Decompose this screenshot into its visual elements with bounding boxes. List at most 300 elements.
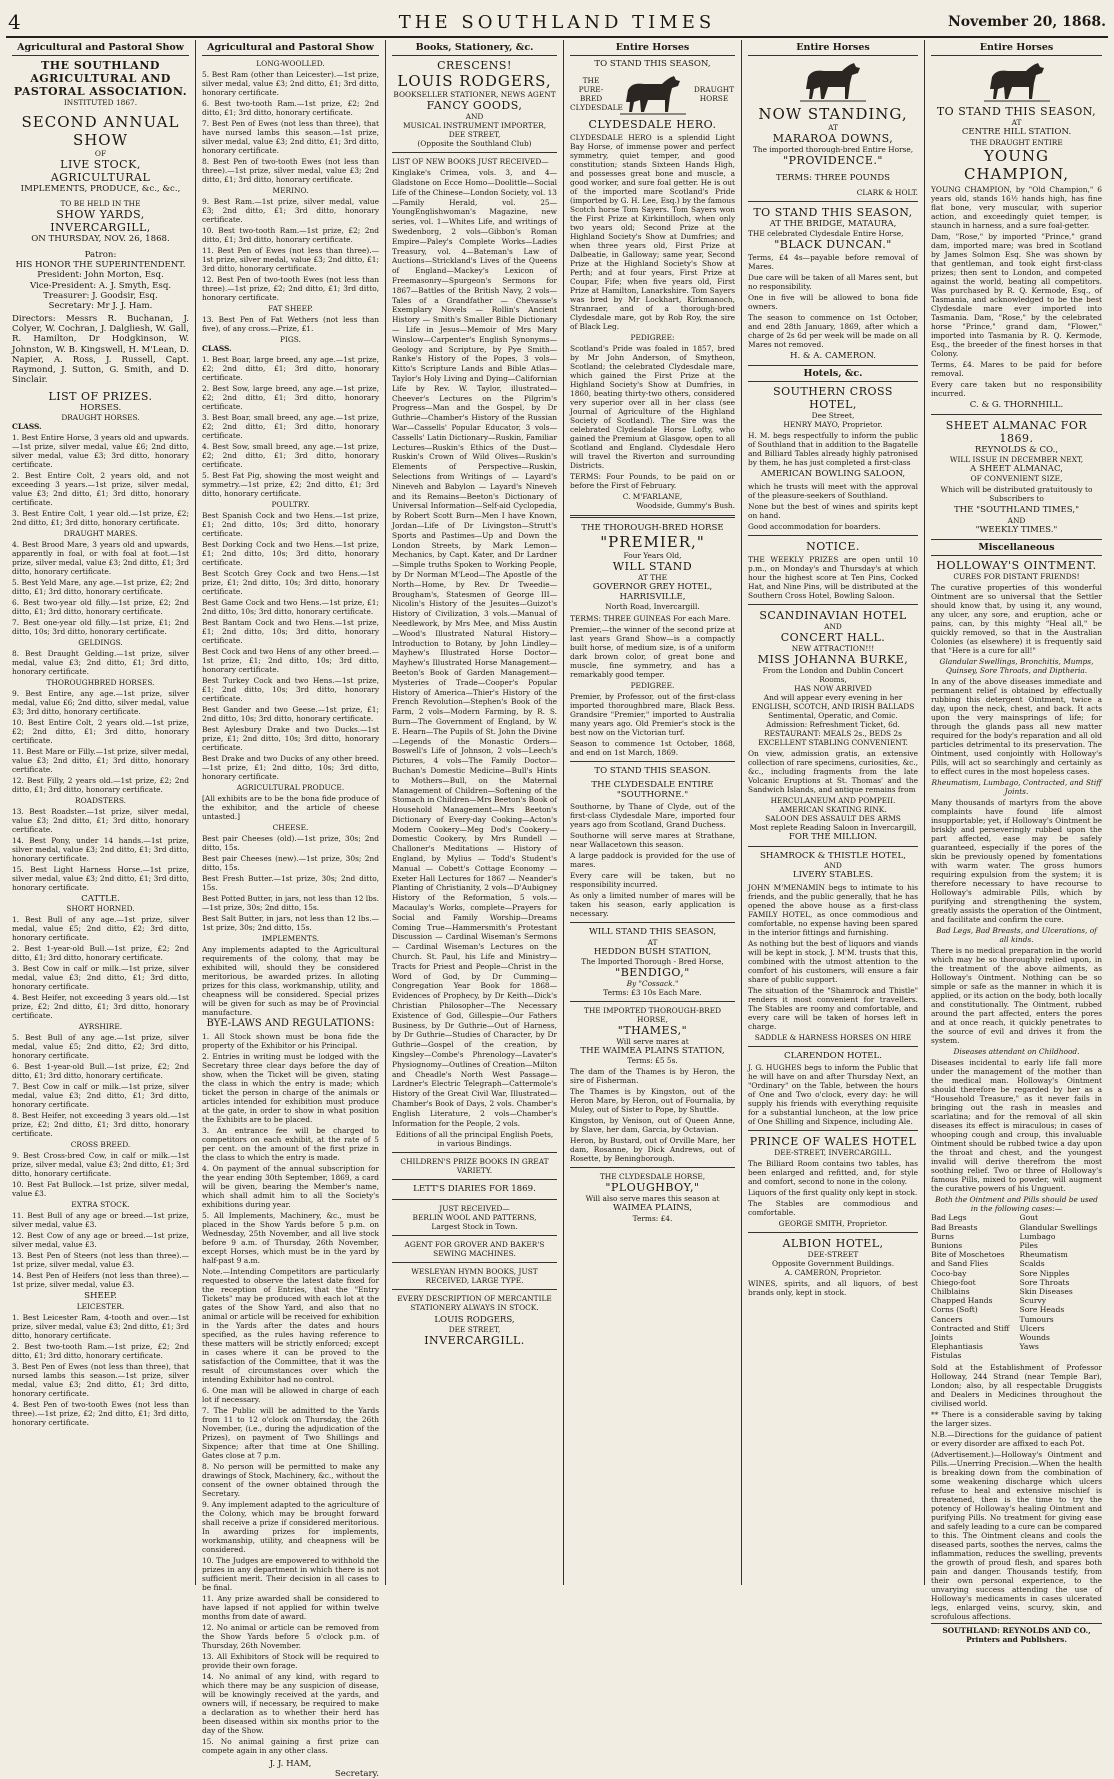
- horse-heading: The imported thorough-bred Entire Horse,: [752, 145, 914, 155]
- prize-item: 13. Best Pen of Steers (not less than three).—1st prize, silver medal, value £3.: [12, 1251, 189, 1270]
- divider: [748, 604, 918, 605]
- horse-heading: THE THOROUGH-BRED HORSE: [581, 522, 724, 533]
- serve-note: Will serve mares at: [616, 1036, 689, 1046]
- stand-heading: TO STAND THIS SEASON,: [936, 105, 1097, 119]
- saving-note: ** There is a considerable saving by taking the larger sizes.: [931, 1409, 1102, 1428]
- list-item: Fistulas: [931, 1351, 962, 1361]
- hotel-text: Good accommodation for boarders.: [748, 521, 881, 531]
- rule-item: Note.—Intending Competitors are particularly requested to observe the latest date fixed for the reception of Entries, that the "Entry Tickets" may be produced with each lot at the gates of the Show Yard, and also that no animal or article will be received for exhibition in the Yards after the dates and hours specified, as the rules having reference to these matters will be strictly enforced; except in cases where it can be proved to the satisfaction of the Committee, that it was the result of circumstances over which the intending Exhibitor had no control.: [202, 1266, 379, 1384]
- association-name: THE SOUTHLAND AGRICULTURAL AND PASTORAL ASSOCIATION.: [13, 59, 188, 99]
- livery-stables: LIVERY STABLES.: [792, 870, 874, 881]
- divider: [931, 414, 1102, 415]
- advertiser-address: Woodside, Gummy's Bush.: [636, 500, 735, 510]
- horse-heading: THE IMPORTED THOROUGH-BRED HORSE,: [583, 1005, 722, 1024]
- holloway-text: There is no medical preparation in the world which may be so thoroughly relied upon, in the treatment of the above ailments, as Holloway's Ointment. Nothing can be so simple or safe as the manner in which it is applied, or its action on the body, both locally and constitutionally. The Ointment, rubbed around the part affected, enters the pores and at once reach, it quickly penetrates to the source of evil and drives it from the system.: [931, 946, 1102, 1046]
- prize-item: 6. Best two-tooth Ram.—1st prize, £2; 2nd ditto, £1; 3rd ditto, honorary certificate.: [202, 99, 379, 118]
- prize-item: 2. Best 1-year-old Bull.—1st prize, £2; 2nd ditto, £1; 3rd ditto, honorary certificate.: [12, 944, 189, 963]
- terms: TERMS: THREE GUINEAS For each Mare.: [570, 614, 731, 624]
- road: North Road, Invercargill.: [605, 602, 700, 612]
- section-sheep: SHEEP.: [84, 1291, 117, 1302]
- prize-item: 3. Best Pen of Ewes (not less than three), that nursed lambs this season.—1st prize, silver medal, value £3; 2nd ditto, £1; 3rd ditto, honorary certificate.: [12, 1361, 189, 1398]
- horse-age: Four Years Old,: [623, 550, 682, 560]
- one-in-five: One in five will be allowed to bona fide owners.: [748, 292, 918, 311]
- new-attraction: NEW ATTRACTION!!!: [791, 643, 875, 653]
- season: Season to commence 1st October, 1868, and end on 1st March, 1869.: [570, 739, 735, 758]
- hotel-text: The Stables are commodious and comfortable.: [748, 1198, 918, 1217]
- horse-description: CLYDESDALE HERO is a splendid Light Bay Horse, of immense power and perfect symmetry, quiet temper, and good constitution; stands Sixteen Hands High, and possesses great bone and muscle, a good worker, and sure foal getter. He is out of the imported mare Scotland's Pride (imported by G. H. Lee, Esq.) by the famous Scotch horse Tom Sayers. Tom Sayers won the First Prize at Kirkintilloch, when only two years old; Second Prize at the Highland Society's Show at Dumfries; and when three years old, First Prize at Dalbeatie, in Galloway; same year, Second Prize at the Highland Society's Show at Perth; and at four years, First Prize at Coupar, Fife; when five years old, First Prize at Hamilton, Lanarkshire. Tom Sayers was bred by Mr Lockhart, Kirkmanoch, Stranraer, and of a thorough-bred Clydesdale mare, got by Rob Roy, the sire of Black Leg.: [570, 132, 735, 331]
- prize-item: Best pair Cheeses (old).—1st prize, 30s; 2nd ditto, 15s.: [202, 834, 379, 853]
- prize-item: 5. Best Fat Pig, showing the most weight and symmetry.—1st prize, £2; 2nd ditto, £1; 3rd ditto, honorary certificate.: [202, 471, 379, 499]
- show-date: ON THURSDAY, NOV. 26, 1868.: [31, 233, 170, 244]
- opposite: Opposite Government Buildings.: [771, 1258, 895, 1268]
- bookseller-name-footer: LOUIS RODGERS,: [434, 1314, 515, 1325]
- horse-sire: By "Cossack.": [626, 978, 679, 988]
- section-extra-stock: EXTRA STOCK.: [71, 1200, 130, 1210]
- section-heading-hotels: Hotels, &c.: [748, 365, 918, 382]
- season: The season to commence on 1st October, and end 28th January, 1869, after which a charge of 2s 6d per week will be made on all Mares not removed.: [748, 312, 918, 349]
- location: AT THE BRIDGE, MATAURA,: [769, 218, 897, 229]
- prize-item: 5. Best Yeld Mare, any age.—1st prize, £2; 2nd ditto, £1; 3rd ditto, honorary certificate.: [12, 578, 189, 597]
- limited-note: As only a limited number of mares will be taken his season, early application is necessary.: [570, 891, 735, 919]
- pedigree-heading: PEDIGREE:: [630, 332, 675, 342]
- divider: [748, 201, 918, 202]
- rule-item: 10. The Judges are empowered to withhold the prizes in any department in which there is not sufficient merit. Their decision in all cases to be final.: [202, 1555, 379, 1592]
- list-item: Elephantiasis: [931, 1342, 983, 1352]
- stabling: EXCELLENT STABLING CONVENIENT.: [758, 737, 908, 747]
- directors: Directors: Messrs R. Buchanan, J. Colyer, W. Cochran, J. Dalgliesh, W. Gall, R. Hamilton, Dr Hodgkinson, W. Johnston, W. B. Kingswell, H. M'Lean, D. Napier, A. Ross, J. Russell, Capt. Raymond, J. Sutton, G. Smith, and D. Sinclair.: [12, 313, 189, 386]
- prize-item: Best Gander and two Geese.—1st prize, £1; 2nd ditto, 10s; 3rd ditto, honorary certificate.: [202, 705, 379, 724]
- section-long-woolled: LONG-WOOLLED.: [256, 59, 325, 69]
- prize-item: 7. Best Cow in calf or milk.—1st prize, silver medal, value £3; 2nd ditto, £1; 3rd ditto, honorary certificate.: [12, 1082, 189, 1110]
- column-books: [386, 40, 564, 1585]
- list-item: Bunions: [931, 1240, 963, 1250]
- list-item: Lumbago: [1019, 1231, 1056, 1241]
- list-item: Glandular Swellings: [1019, 1222, 1098, 1232]
- list-item: Chilblains: [931, 1287, 970, 1296]
- section-heading-misc: Miscellaneous: [931, 539, 1102, 556]
- list-of-prizes: LIST OF PRIZES.: [48, 389, 153, 403]
- holloway-text: Diseases incidental to early life fall more under the management of the mother than the medical man. Holloway's Ointment should therefore be regarded by her as a "Household Treasure," as it never fails in bringing out the rash in measles and scarlatina; and for the removal of all skin diseases its effect is miraculous; in cases of whooping cough and croup, this invaluable Ointment should be rubbed twice a day upon the throat and chest, and the youngest invalid will derive therefrom the most soothing relief. Two or three of Holloway's famous Pills, mixed to powder, will augment the curative powers of his Unguent.: [931, 1058, 1102, 1194]
- list-item: Scalds: [1019, 1259, 1045, 1269]
- street-footer: DEE STREET,: [448, 1324, 501, 1334]
- list-item: Wounds: [1019, 1333, 1050, 1343]
- list-item: Bad Breasts: [931, 1222, 978, 1232]
- pedigree-text: Dam, "Rose," by imported "Prince," grand dam, imported mare; was bred in Scotland by James Solmon Esq. She was shown by that gentleman, and took eight first-class prizes; then sent to London, and competed against the world, beating all competitors. Was purchased by R. Q. Kermode, Esq., of Tasmania, and acknowledged to be the best Clydesdale mare ever imported into Tasmania. Dam, "Rose," by the celebrated horse "Prince," grand dam, "Flower," imported into Tasmania by R. Q. Kermode, Esq., the breeder of the finest horses in that Colony.: [931, 231, 1102, 358]
- section-draught-horses: DRAUGHT HORSES.: [61, 413, 140, 423]
- divider: [570, 761, 735, 762]
- prize-item: 9. Best Cross-bred Cow, in calf or milk.—1st prize, silver medal, value £3; 2nd ditto, £1; 3rd ditto, honorary certificate.: [12, 1151, 189, 1179]
- largest-stock: Largest Stock in Town.: [431, 1221, 518, 1231]
- distribution-note: Which will be distributed gratuitously to Subscribers to: [940, 485, 1093, 504]
- prize-item: 12. Best Filly, 2 years old.—1st prize, £2; 2nd ditto, £1; 3rd ditto, honorary certificate.: [12, 776, 189, 795]
- list-item: Sore Nipples: [1019, 1268, 1070, 1278]
- column-heading: Books, Stationery, &c.: [392, 40, 557, 56]
- list-item: Piles: [1019, 1240, 1038, 1250]
- prize-item: 7. Best Pen of Ewes (not less than three), that have nursed lambs this season.—1st prize, silver medal, value £3; 2nd ditto, £1; 3rd ditto, honorary certificate.: [202, 119, 379, 156]
- masthead: [0, 0, 1114, 40]
- rule-item: 14. No animal of any kind, with regard to which there may be any suspicion of disease, will be knowingly received at the yards, and owners will, if necessary, be required to make a declaration as to whether their herd has been diseased within six months prior to the day of the Show.: [202, 1671, 379, 1735]
- directions-note: N.B.—Directions for the guidance of patient or every disorder are affixed to each Pot.: [931, 1429, 1102, 1448]
- horse-illustration: [798, 59, 868, 103]
- care-note: Due care will be taken of all Mares sent, but no responsibility.: [748, 272, 918, 291]
- column-agricultural-show-1: [6, 40, 196, 1585]
- list-item: Contracted and Stiff Joints: [931, 1323, 1010, 1343]
- hotel-text: Liquors of the first quality only kept in stock.: [748, 1187, 918, 1197]
- vice-president: Vice-President: A. J. Smyth, Esq.: [29, 280, 172, 291]
- rule-item: 11. Any prize awarded shall be considered to have lapsed if not applied for within twelve months from date of award.: [202, 1593, 379, 1621]
- hotel-name: SOUTHERN CROSS HOTEL,: [773, 385, 893, 412]
- divider: [392, 152, 557, 153]
- holloway-subhead: Diseases attendant on Childhood.: [953, 1047, 1080, 1057]
- prize-item: 10. Best Entire Colt, 2 years old.—1st prize, £2; 2nd ditto, £1; 3rd ditto, honorary certificate.: [12, 718, 189, 746]
- section-pigs: PIGS.: [280, 335, 301, 345]
- sheet-almanac: A SHEET ALMANAC,: [970, 464, 1063, 475]
- admission: Admission: Refreshment Ticket, 6d.: [766, 719, 900, 729]
- hotel-text: JOHN M'MENAMIN begs to intimate to his friends, and the public generally, that he has opened the above house as a first-class FAMILY HOTEL, as once commodious and comfortable, no expense having been spared in the interior fittings and furnishing.: [748, 882, 918, 937]
- column-heading: Agricultural and Pastoral Show: [12, 40, 189, 56]
- at-word: AT: [1011, 118, 1022, 128]
- publisher: REYNOLDS & CO.,: [974, 444, 1059, 455]
- divider: [748, 846, 918, 847]
- holloway-text: In any of the above diseases immediate and permanent relief is obtained by effectually rubbing this detergent Ointment, twice a day, upon the neck, chest, and back. It acts upon the very mainsprings of life; for through the glands pass all new matter required for the body's reparation and all old particles detrimental to its preservation. The Ointment, used conjointly with Holloway's Pills, will act so searchingly and certainly as to effect cures in the most hopeless cases.: [931, 677, 1102, 777]
- treasurer: Treasurer: J. Goodsir, Esq.: [43, 291, 158, 302]
- notice-text: THE WEEKLY PRIZES are open until 10 p.m., on Monday's and Thursday's at which hour the highest score at Ten Pins, Cocked Hat, and Nine Pins, will be distributed at the Southern Cross Hotel, Bowling Saloon.: [748, 554, 918, 600]
- column-entire-horses-1: [564, 40, 742, 1585]
- station-name: HEDDON BUSH STATION,: [593, 946, 712, 957]
- patron: HIS HONOR THE SUPERINTENDENT.: [15, 260, 186, 271]
- horse-heading: THE CLYDESDALE HORSE,: [599, 1172, 706, 1182]
- and-word: AND: [824, 861, 842, 871]
- letts-diaries: LETT'S DIARIES FOR 1869.: [413, 1184, 536, 1195]
- masthead-rule: [6, 36, 1108, 38]
- secretary: Secretary: Mr J. J. Ham.: [48, 301, 153, 312]
- books-list: Kinglake's Crimea, vols. 3, and 4—Gladstone on Ecce Homo—Doolittle—Social Life of the Chinese—London Society, vol. 13—Family Herald, vol. 25—YoungEnglishwoman's Magazine, new series, vol. 1—Whites Life, and writings of Swedenborg, 2 vols—Gibbon's Roman Empire—Paley's Complete Works—Ladies Treasury, vol. 4—Bateman's Law of Auctions—Strickland's Lives of the Queens of England—Mackey's Lexicon of Freemasonry—Spurgeon's Sermons for 1867—Battles of the British Navy, 2 vols—Tales of a Grandfather — Chevasse's Exemplary Novels — Rollin's Ancient History — Smith's Smaller Bible Dictionary — Life in Jesus—Memoir of Mrs Mary Winslow—Carpenter's English Synonyms—Geology and Scripture, by Pye Smith—Ranke's History of the Popes, 3 vols—Kitto's Scripture Lands and Bible Atlas—Taylor's Holy Living and Dying—Californian Life by Rev. W. Taylor, illustrated—Cheever's Lectures on the Pilgrim's Progress—Man and the Gospel, by Dr Guthrie—Chamber's History of the Russian War—Cassells' Popular Educator, 3 vols—Cassells' Latin Dictionary—Ruskin, Familiar Lectures—Ruskin's Ethics of the Dust—Ruskin's Crown of Wild Olives—Ruskin's Elements of Perspective—Ruskin, Selections from Writings of — Layard's Nineveh and Babylon — Layard's Nineveh and its Remains—Beeton's Dictionary of Universal Information—Self-aid Cyclopedia, by Robert Scott Burn—Men I have Known, Jordan—Life of Dr Livingston—Strutt's Sports and Pastimes—Up and Down the London Streets, by Mark Lemon—Mechanics, by Capt. Kater, and Dr Lardner—Simple truths Spoken to Working People, by Dr Norman M'Leod—The Apostle of the North—Home, by Rev. Dr Tweedie—Brougham's, Statesmen of George III—Nicolin's History of the Jesuites—Guizot's History of Civilization, 3 vols.—Manual of Needlework, by Mrs Mee, and Miss Austin—Wood's Illustrated Natural History—Introduction to Botany, by John Lindley—Mayhew's Illustrated Horse Doctor—Mayhew's Illustrated Horse Management—Beeton's Book of Garden Management—Mysteries of Trade—Cooper's Popular History of America—Thier's History of the French Revolution—Stephen's Book of the Farm, 2 vols—Modern Farming, by R. S. Burn—The Government of England, by W. E. Hearn—The Pupils of St. John the Divine—Legends of the Monastic Orders—Boswell's Life of Johnson, 2 vols—Leech's Pictures, 4 vols—The Family Doctor—Buchan's Domestic Medicine—Bull's Hints to Mothers—Bull, on the Maternal Management of Children—Softening of the Stomach in Children—Mrs Beeton's Book of Household Management—Mrs Beeton's Dictionary of Every-day Cooking—Acton's Modern Cookery—Meg Dod's Cookery—Domestic Cookery, by Mrs Rundell — Challoner's Meditations — History of England, by Mylius — Todd's Student's Manual — Cobett's Cottage Economy — Exeter Hall Lectures for 1867 — Neander's Planting of Christianity, 2 vols—D'Aubigney History of the Reformation, 5 vols.—Macaulay's Works, complete—Prayers for Social and Family Worship—Dreams Coming True—Hammersmith's Protestant Discussion — Cardinal Wiseman's Sermons — Cardinal Wiseman's Lectures on the Church. St. Paul, his Life and Ministry—Tracts for Priest and People—Christ in the Word of God, by Dr Cumming—Congregation Year Book for 1868—Evidences of Prophecy, by Dr Keith—Dick's Christian Philosopher—The Necessary Existence of God, Gillespie—Our Fathers Business, by Dr Guthrie—Out of Harness, by Dr Guthrie—Studies of Character, by Dr Guthrie—Gospel of the creation, by Kingsley—Combe's Phrenology—Lavater's Physiognomy—Outlines of Creation—Milton and Cheadle's North West Passage—Lardner's Electric Telegraph—Cattermole's History of the Great Civil War, Illustrated—Chamber's Book of Days, 2 vols. Chamber's English Literature, 2 vols—Chamber's Information for the People, 2 vols.: [392, 168, 557, 1128]
- prize-item: 8. Best Heifer, not exceeding 3 years old.—1st prize, £2; 2nd ditto, £1; 3rd ditto, honorary certificate.: [12, 1111, 189, 1139]
- horse-name: "PREMIER,": [600, 532, 705, 551]
- prize-item: 3. Best Boar, small breed, any age.—1st prize, £2; 2nd ditto, £1; 3rd ditto, honorary certificate.: [202, 413, 379, 441]
- prize-item: 9. Best Ram.—1st prize, silver medal, value £3; 2nd ditto, £1; 3rd ditto, honorary certificate.: [202, 197, 379, 225]
- divider: [570, 515, 735, 518]
- at-word: AT: [828, 123, 838, 133]
- section-fat-sheep: FAT SHEEP.: [268, 304, 313, 314]
- columns: [6, 40, 1108, 1779]
- list-item: Chiego-foot: [931, 1277, 976, 1287]
- list-item: Scurvy: [1019, 1296, 1047, 1306]
- prize-item: Best Spanish Cock and two Hens.—1st prize, £1; 2nd ditto, 10s; 3rd ditto, honorary certificate.: [202, 511, 379, 539]
- station-name: MARAROA DOWNS,: [772, 132, 894, 146]
- hotel-name: CLARENDON HOTEL.: [784, 1050, 882, 1061]
- prize-item: 4. Best Brood Mare, 3 years old and upwards, apparently in foal, or with foal at foot.—1st prize, silver medal, value £3; 2nd ditto, £1; 3rd ditto, honorary certificate.: [12, 540, 189, 577]
- prize-item: 4. Best Pen of two-tooth Ewes (not less than three).—1st prize, £2; 2nd ditto, £1; 3rd ditto, honorary certificate.: [12, 1399, 189, 1427]
- column-entire-horses-3: [925, 40, 1108, 1644]
- horse-name: "THAMES,": [617, 1023, 688, 1037]
- now-standing: NOW STANDING,: [758, 105, 908, 124]
- horse-name: CLYDESDALE HERO.: [588, 117, 717, 131]
- page-number: 4: [8, 10, 21, 34]
- column-heading: Entire Horses: [931, 40, 1102, 56]
- size-note: OF CONVENIENT SIZE,: [970, 474, 1063, 484]
- section-agricultural-produce: AGRICULTURAL PRODUCE.: [236, 783, 345, 793]
- prize-item: Best Potted Butter, in jars, not less than 12 lbs.—1st prize, 30s; 2nd ditto, 15s.: [202, 894, 379, 913]
- imprint: SOUTHLAND: REYNOLDS AND CO., Printers and Publishers.: [931, 1623, 1102, 1644]
- bylaws-heading: BYE-LAWS AND REGULATIONS:: [206, 1018, 375, 1030]
- of-word: OF: [94, 149, 107, 159]
- hymn-books: WESLEYAN HYMN BOOKS, JUST RECEIVED, LARGE TYPE.: [411, 1266, 538, 1285]
- signature: J. J. HAM,: [269, 1758, 312, 1769]
- hotel-text: The situation of the "Shamrock and Thistle" renders it most convenient for travellers. The Stables are roomy and comfortable, and every care will be taken of horses left in charge.: [748, 985, 918, 1031]
- holloway-subhead: Bad Legs, Bad Breasts, and Ulcerations, of all kinds.: [936, 926, 1097, 945]
- prize-item: 13. Best Pen of Fat Wethers (not less than five), of any cross.—Prize, £1.: [202, 315, 379, 334]
- prize-item: 14. Best Pen of Heifers (not less than three).—1st prize, silver medal, value £3.: [12, 1271, 189, 1290]
- section-geldings: GELDINGS.: [78, 638, 123, 648]
- prize-item: 5. Best Ram (other than Leicester).—1st prize, silver medal, value £3; 2nd ditto, £1; 3rd ditto, honorary certificate.: [202, 70, 379, 98]
- weekly-times: "WEEKLY TIMES.": [975, 524, 1058, 535]
- advertiser: C. & G. THORNHILL.: [969, 399, 1064, 410]
- prize-item: 3. Best Entire Colt, 1 year old.—1st prize, £2; 2nd ditto, £1; 3rd ditto, honorary certificate.: [12, 509, 189, 528]
- care-note: Every care taken but no responsibility incurred.: [931, 379, 1102, 398]
- prize-item: 2. Best Sow, large breed, any age.—1st prize, £2; 2nd ditto, £1; 3rd ditto, honorary certificate.: [202, 384, 379, 412]
- prize-item: Best Bantam Cock and two Hens.—1st prize, £1; 2nd ditto, 10s; 3rd ditto, honorary certificate.: [202, 618, 379, 646]
- rule-item: 6. One man will be allowed in charge of each lot if necessary.: [202, 1385, 379, 1404]
- holloway-subhead: Both the Ointment and Pills should be used in the following cases:—: [935, 1195, 1098, 1214]
- divider: [748, 1046, 918, 1047]
- divider: [748, 1130, 918, 1131]
- holloway-subhead: Glandular Swellings, Bronchitis, Mumps, Quinsey, Sore Throats, and Diptheria.: [939, 657, 1094, 676]
- horse-name: "SOUTHORNE.": [616, 790, 689, 801]
- list-item: Ulcers: [1019, 1323, 1045, 1333]
- divider: [392, 1262, 557, 1263]
- exhibition-text: On view, admission gratis, an extensive collection of rare specimens, curiosities, &c., &c., including fragments from the late Volcanic Eruptions at St. Thomas' and the Sandwich Islands, and antique remains from: [748, 748, 918, 794]
- prize-item: 15. Best Light Harness Horse.—1st prize, silver medal, value £3; 2nd ditto, £1; 3rd ditto, honorary certificate.: [12, 865, 189, 893]
- and-word: AND: [465, 112, 484, 122]
- terms: TERMS: THREE POUNDS: [775, 173, 891, 184]
- hotel-text: J. G. HUGHES begs to inform the Public that he will have on and after Thursday Next, an "Ordinary" on the Table, between the hours of One and Two o'clock, every day: he will supply his friends with everything requisite for a substantial luncheon, at the low price of One Shilling and Sixpence, including Ale.: [748, 1062, 918, 1126]
- section-draught-mares: DRAUGHT MARES.: [63, 529, 138, 539]
- reading-saloon: Most replete Reading Saloon in Invercargill,: [749, 822, 917, 832]
- ballad-types: Sentimental, Operatic, and Comic.: [768, 710, 898, 720]
- section-ayrshire: AYRSHIRE.: [78, 1022, 123, 1032]
- prize-item: 14. Best Pony, under 14 hands.—1st prize, silver medal, value £3; 2nd ditto, £1; 3rd ditto, honorary certificate.: [12, 836, 189, 864]
- prize-item: Best Drake and two Ducks of any other breed.—1st prize, £1; 2nd ditto, 10s; 3rd ditto, honorary certificate.: [202, 754, 379, 782]
- section-merino: MERINO.: [272, 186, 309, 196]
- list-item: Skin Diseases: [1019, 1287, 1073, 1296]
- divider: [570, 1001, 735, 1002]
- held-line: TO BE HELD IN THE: [60, 198, 141, 208]
- list-item: Sore Heads: [1019, 1305, 1065, 1315]
- hotel-text: None but the best of wines and spirits kept on hand.: [748, 501, 918, 520]
- serve-note: Will also serve mares this season at: [585, 1194, 720, 1204]
- list-item: Cancers: [931, 1314, 963, 1324]
- horse-name: YOUNG CHAMPION,: [964, 146, 1069, 183]
- prize-item: 1. Best Boar, large breed, any age.—1st prize, £2; 2nd ditto, £1; 3rd ditto, honorary certificate.: [202, 355, 379, 383]
- horse-name: "PLOUGHBOY,": [605, 1181, 700, 1195]
- restaurant: RESTAURANT: MEALS 2s., BEDS 2s: [764, 728, 902, 738]
- advertiser: H. & A. CAMERON.: [789, 350, 877, 361]
- hotel-name: GOVERNOR GREY HOTEL,: [592, 581, 713, 592]
- town-name: HARRISVILLE,: [619, 592, 686, 603]
- president: President: John Morton, Esq.: [37, 270, 164, 281]
- list-item: Corns (Soft): [931, 1305, 978, 1315]
- advertiser: C. M'FARLANE,: [622, 491, 683, 501]
- prize-item: 6. Best 1-year-old Bull.—1st prize, £2; 2nd ditto, £1; 3rd ditto, honorary certificate.: [12, 1062, 189, 1081]
- prize-item: 11. Best Bull of any age or breed.—1st prize, silver medal, value £3.: [12, 1211, 189, 1230]
- street: DEE-STREET, INVERCARGILL.: [774, 1147, 892, 1157]
- berlin-wool: BERLIN WOOL AND PATTERNS,: [412, 1212, 537, 1222]
- and-word: AND: [824, 621, 842, 631]
- fancy-goods: FANCY GOODS,: [426, 99, 523, 113]
- terms: Terms: £4.: [632, 1213, 673, 1223]
- crescens: CRESCENS!: [437, 59, 512, 73]
- holloway-text: Many thousands of martyrs from the above complaints have found life almost insupportable; yet, if Holloway's Ointment be briskly and perseveringly rubbed upon the part affected, ease may be safely guaranteed, especially if the pores of the skin be previously opened by fomentations with warm water. The gross humors requiring expulsion from the system; it is therefore necessary to have recourse to Holloway's admirable Pills, which by purifying and strengthening the system, greatly assists the operation of the Ointment, and facilitate and confirm the cure.: [931, 798, 1102, 925]
- rule-item: 3. An entrance fee will be charged to competitors on each exhibit, at the rate of 5 per cent. on the amount of the first prize in the class to which the entry is made.: [202, 1125, 379, 1162]
- terms: Terms, £4 4s—payable before removal of Mares.: [748, 252, 918, 271]
- prize-item: Best Dorking Cock and two Hens.—1st prize, £1; 2nd ditto, 10s; 3rd ditto, honorary certificate.: [202, 540, 379, 568]
- section-horses: HORSES.: [79, 402, 122, 413]
- list-item: Coco-bay: [931, 1268, 967, 1278]
- divider: [570, 1167, 735, 1168]
- at-the: AT THE: [638, 572, 667, 582]
- annual-show-title: SECOND ANNUAL SHOW: [21, 113, 180, 150]
- prize-item: 2. Best Entire Colt, 2 years old, and not exceeding 3 years.—1st prize, silver medal, value £3; 2nd ditto, £1; 3rd ditto, honorary certificate.: [12, 471, 189, 508]
- performer-from: From the London and Dublin Concert Rooms,: [762, 665, 904, 684]
- hotel-text: The Billiard Room contains two tables, has been enlarged and refitted, and, for style and comfort, second to none in the colony.: [748, 1158, 918, 1186]
- horse-heading: THE DRAUGHT ENTIRE: [970, 137, 1063, 147]
- list-item: Rheumatism: [1019, 1250, 1068, 1260]
- list-item: Tumours: [1019, 1314, 1054, 1324]
- section-short-horned: SHORT HORNED.: [66, 904, 135, 914]
- opposite: (Opposite the Southland Club): [417, 139, 532, 149]
- horse-illustration: [982, 59, 1052, 103]
- rule-item: 5. All Implements, Machinery, &c., must be placed in the Show Yards before 5 p.m. on Wednesday, 25th November, and all live stock before 9 a.m. of Thursday, 26th November, except Horses, which must be in the yard by half-past 9 a.m.: [202, 1210, 379, 1265]
- editions: Editions of all the principal English Poets, in various Bindings.: [395, 1130, 554, 1149]
- holloway-heading: HOLLOWAY'S OINTMENT.: [936, 559, 1097, 573]
- bowling-saloon: AMERICAN BOWLING SALOON,: [760, 469, 906, 480]
- and-word: AND: [1007, 515, 1026, 525]
- prize-item: Best Cock and two Hens of any other breed.—1st prize, £1; 2nd ditto, 10s; 3rd ditto, honorary certificate.: [202, 647, 379, 675]
- pedigree-text: Premier, by Professor, out of the first-class imported thoroughbred mare, Black Bess. Grandsire "Premier," imported to Australia many years ago. Old Premier's stock is the best now on the Victorian turf.: [570, 692, 735, 738]
- pedigree-text: The Thames is by Kingston, out of the Heron Mare, by Heron, out of Fournalia, by Muley, out of Sister to Pope, by Shuttle.: [570, 1087, 735, 1115]
- stand-heading: TO STAND THIS SEASON,: [594, 59, 711, 70]
- divider: [392, 1199, 557, 1200]
- prize-item: 4. Best Heifer, not exceeding 3 years old.—1st prize, £2; 2nd ditto, £1; 3rd ditto, honorary certificate.: [12, 993, 189, 1021]
- southland-times: THE "SOUTHLAND TIMES,": [953, 505, 1080, 516]
- stand-heading: TO STAND THIS SEASON.: [594, 766, 711, 777]
- street: Dee Street,: [811, 411, 855, 421]
- prize-item: Best Scotch Grey Cock and two Hens.—1st prize, £1; 2nd ditto, 10s; 3rd ditto, honorary certificate.: [202, 569, 379, 597]
- list-item: Sore Throats: [1019, 1277, 1070, 1287]
- hotel-text: which he trusts will meet with the approval of the pleasure-seekers of Southland.: [748, 481, 918, 500]
- column-agricultural-show-2: [196, 40, 386, 1779]
- prize-item: 5. Best Bull of any age.—1st prize, silver medal, value £5; 2nd ditto, £2; 3rd ditto, honorary certificate.: [12, 1033, 189, 1061]
- issue-date: November 20, 1868.: [947, 14, 1106, 30]
- prize-item: Best Aylesbury Drake and two Ducks.—1st prize, £1; 2nd ditto, 10s; 3rd ditto, honorary certificate.: [202, 725, 379, 753]
- prize-item: 1. Best Entire Horse, 3 years old and upwards.—1st prize, silver medal, value £6; 2nd ditto, silver medal, value £3; 3rd ditto, honorary certificate.: [12, 433, 189, 470]
- herculaneum: HERCULANEUM AND POMPEII.: [770, 795, 896, 805]
- prize-item: 11. Best Mare or Filly.—1st prize, silver medal, value £3; 2nd ditto, £1; 3rd ditto, honorary certificate.: [12, 747, 189, 775]
- column-heading: Entire Horses: [570, 40, 735, 56]
- arrived: HAS NOW ARRIVED: [794, 683, 872, 693]
- prize-item: 10. Best Fat Bullock.—1st prize, silver medal, value £3.: [12, 1180, 189, 1199]
- horse-caption-right: DRAUGHT HORSE: [693, 84, 735, 103]
- prize-item: 8. Best Draught Gelding.—1st prize, silver medal, value £3; 2nd ditto, £1; 3rd ditto, honorary certificate.: [12, 649, 189, 677]
- pedigree-text: Kingston, by Venison, out of Queen Anne, by Slave, her dam, Garcia, by Octavian.: [570, 1116, 735, 1135]
- horse-description: Premier,—the winner of the second prize at last years Grand Show—is a compactly built horse, of medium size, is of a uniform dark brown color, of great bone and muscle, fine symmetry, and has a remarkably good temper.: [570, 625, 735, 680]
- pedigree-heading: PEDIGREE.: [630, 681, 675, 691]
- station-name: THE WAIMEA PLAINS STATION,: [580, 1045, 725, 1056]
- station-name: CENTRE HILL STATION.: [961, 127, 1072, 138]
- stationery: EVERY DESCRIPTION OF MERCANTILE STATIONERY ALWAYS IN STOCK.: [397, 1293, 552, 1312]
- rule-item: 7. The Public will be admitted to the Yards from 11 to 12 o'clock on Thursday, the 26th November, (i.e., during the adjudication of the Prizes), on payment of Two Shillings and Sixpence; after that time at One Shilling. Gates close at 7 p.m.: [202, 1405, 379, 1460]
- terms: Terms: £3 10s Each Mare.: [603, 987, 702, 997]
- appear: And will appear every evening in her: [763, 692, 903, 702]
- hotel-name: SCANDINAVIAN HOTEL: [759, 608, 907, 622]
- proprietor: GEORGE SMITH, Proprietor.: [778, 1218, 888, 1228]
- bookseller-name: LOUIS RODGERS,: [397, 72, 552, 91]
- rule-item: 12. No animal or article can be removed from the Show Yards before 5 o'clock p.m. of Thursday, 26th November.: [202, 1622, 379, 1650]
- prize-item: 9. Best Entire, any age.—1st prize, silver medal, value £6; 2nd ditto, silver medal, value £3; 3rd ditto, honorary certificate.: [12, 689, 189, 717]
- signature-title: Secretary.: [334, 1768, 379, 1779]
- issue-note: WILL ISSUE IN DECEMBER NEXT,: [949, 455, 1084, 465]
- rule-item: 13. All Exhibitors of Stock will be required to provide their own forage.: [202, 1651, 379, 1670]
- class-label: CLASS.: [202, 344, 232, 354]
- station-name: WAIMEA PLAINS,: [613, 1203, 692, 1214]
- prize-item: 12. Best Pen of two-tooth Ewes (not less than three).—1st prize, £2; 2nd ditto, £1; 3rd ditto, honorary certificate.: [202, 275, 379, 303]
- rule-item: 8. No person will be permitted to make any drawings of Stock, Machinery, &c., without the consent of the owner obtained through the Secretary.: [202, 1461, 379, 1498]
- ailments-left: [931, 1213, 1014, 1360]
- horse-illustration: [618, 72, 688, 116]
- music-importer: MUSICAL INSTRUMENT IMPORTER,: [402, 121, 547, 131]
- ballads: ENGLISH, SCOTCH, AND IRISH BALLADS: [751, 701, 915, 711]
- prize-item: 4. Best Sow, small breed, any age.—1st prize, £2; 2nd ditto, £1; 3rd ditto, honorary certificate.: [202, 442, 379, 470]
- ailments-right: [1020, 1213, 1103, 1360]
- column-entire-horses-2: [742, 40, 925, 1585]
- prize-item: Best pair Cheeses (new).—1st prize, 30s; 2nd ditto, 15s.: [202, 854, 379, 873]
- stand-heading: TO STAND THIS SEASON,: [753, 205, 913, 219]
- terms: Terms: £5 5s.: [627, 1056, 678, 1066]
- instituted: INSTITUTED 1867.: [63, 98, 138, 108]
- hotel-text: WINES, spirits, and all liquors, of best brands only, kept in stock.: [748, 1278, 918, 1297]
- proprietor: A. CAMERON, Proprietor.: [784, 1267, 882, 1277]
- newspaper-title: THE SOUTHLAND TIMES: [398, 12, 716, 33]
- horse-name: "BENDIGO,": [615, 965, 690, 979]
- almanac-heading: SHEET ALMANAC FOR 1869.: [945, 418, 1088, 445]
- horse-description: Southorne will serve mares at Strathane, near Wallacetown this season.: [570, 831, 735, 850]
- holloway-text: The curative properties of this wonderful Ointment are so universal that the Settler should know that, by using it, any wound, any ulcer, any sore, and eruption, ache or pains, can, by this mighty "Heal all," be quickly removed, so that in the Australian Colonies (as elsewhere) it is frequently said that "Here is a cure for all!": [931, 583, 1102, 656]
- holloway-subhead: Rheumatism, Lumbago, Contracted, and Stiff Joints.: [931, 778, 1102, 797]
- section-poultry: POULTRY.: [271, 500, 310, 510]
- performer: MISS JOHANNA BURKE,: [757, 652, 909, 666]
- divider: [748, 1232, 918, 1233]
- section-cross-breed: CROSS BREED.: [70, 1140, 131, 1150]
- horse-description: Southorne, by Thane of Clyde, out of the first-class Clydesdale Mare, imported four years ago from Scotland, Grand Duchess.: [570, 802, 735, 830]
- at-word: AT: [647, 937, 658, 947]
- prize-item: 2. Best two-tooth Ram.—1st prize, £2; 2nd ditto, £1; 3rd ditto, honorary certificate.: [12, 1341, 189, 1360]
- advertisement-text: (Advertisement.)—Holloway's Ointment and Pills.—Unerring Precision.—When the health is breaking down from the combination of some weakening discharge which ulcers refuse to heal and extensive mischief is threatened, then is the time to try the potency of Holloway's healing Ointment and purifying Pills. No treatment for giving ease and safely leading to a cure can be compared to this. The Ointment cleans and cools the diseased parts, soothes the nerves, calms the inflammation, reduces the swelling, prevents the growth of proud flesh, and spares both pain and danger. Thousands testify, from their own personal experience, to the unvarying success attending the use of Holloway's medicaments in cases ulcerated legs, enlarged veins, scurvy, skin, and scrofulous affections.: [931, 1449, 1102, 1621]
- proprietor: HENRY MAYO, Proprietor.: [783, 420, 883, 430]
- class-label: CLASS.: [12, 422, 42, 432]
- patron-label: Patron:: [84, 249, 117, 260]
- divider: [392, 1179, 557, 1180]
- divider: [392, 1289, 557, 1290]
- ailments-list: [931, 1213, 1102, 1360]
- prize-item: 8. Best Pen of two-tooth Ewes (not less than three).—1st prize, silver medal, value £3; 2nd ditto, £1; 3rd ditto, honorary certificate.: [202, 157, 379, 185]
- just-received: JUST RECEIVED—: [439, 1203, 510, 1213]
- prize-item: 1. Best Leicester Ram, 4-tooth and over.—1st prize, silver medal, value £3; 2nd ditto, £1; 3rd ditto, honorary certificate.: [12, 1312, 189, 1340]
- column-heading: Entire Horses: [748, 40, 918, 56]
- concert-hall: CONCERT HALL.: [780, 630, 886, 644]
- horse-caption-left: THE PURE-BRED CLYDESDALE: [570, 75, 623, 112]
- horse-heading: THE CLYDESDALE ENTIRE: [591, 779, 714, 790]
